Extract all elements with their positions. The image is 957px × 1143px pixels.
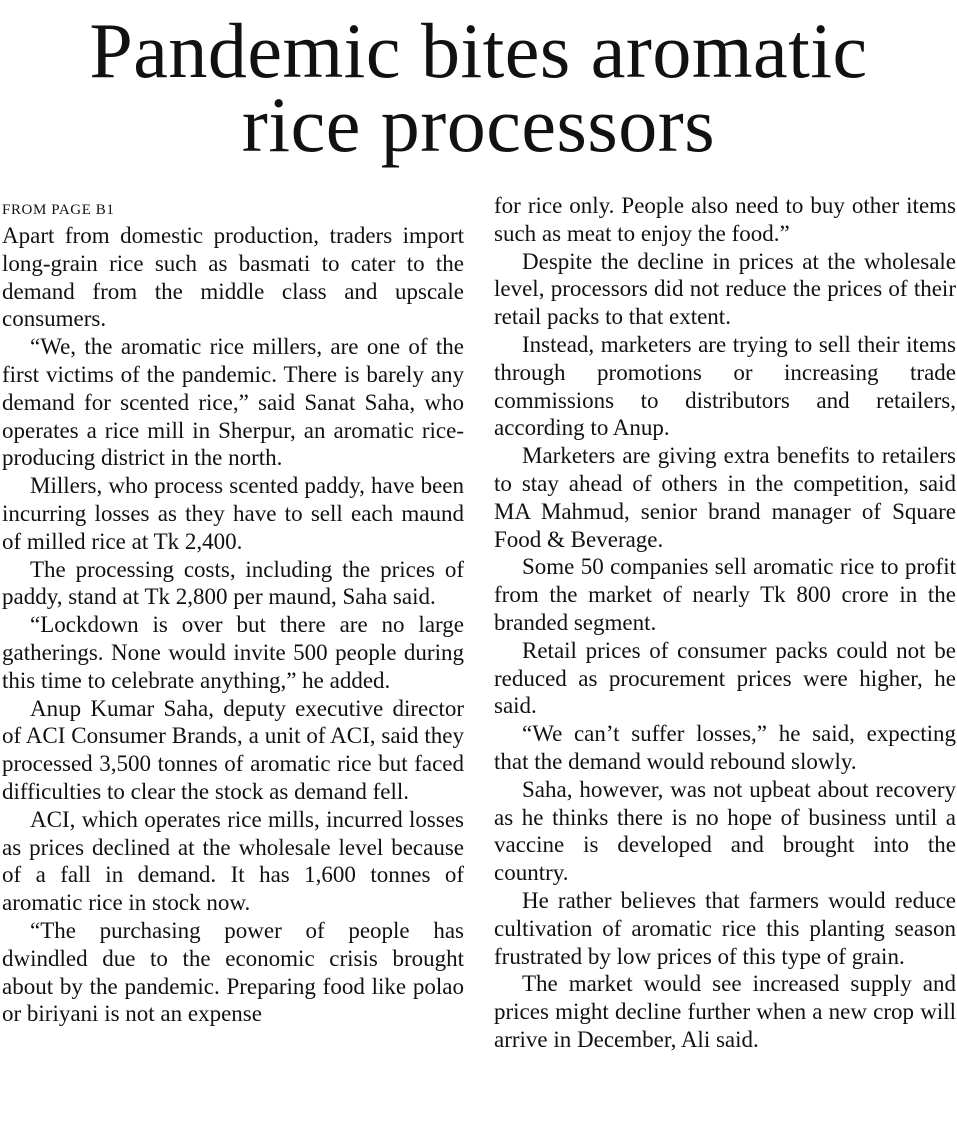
paragraph: “We, the aromatic rice millers, are one of the first victims of the pandemic. There is barely any demand for scented rice,” said Sanat Saha, who operates a rice mill in Sherpur, an aromatic rice-producing district in the north. [2, 334, 464, 471]
paragraph: Instead, marketers are trying to sell their items through promotions or increasing trade commissions to distributors and retailers, according to Anup. [494, 331, 956, 441]
jump-label: FROM PAGE B1 [2, 202, 115, 218]
paragraph: He rather believes that farmers would reduce cultivation of aromatic rice this planting season frustrated by low prices of this type of grain. [494, 887, 956, 969]
paragraph: “We can’t suffer losses,” he said, expecting that the demand would rebound slowly. [494, 721, 956, 774]
paragraph: The processing costs, including the prices of paddy, stand at Tk 2,800 per maund, Saha said. [2, 556, 464, 610]
article-body [2, 192, 956, 1138]
paragraph: Anup Kumar Saha, deputy executive director of ACI Consumer Brands, a unit of ACI, said they processed 3,500 tonnes of aromatic rice but faced difficulties to clear the stock as demand fell. [2, 695, 464, 804]
right-column [494, 192, 956, 1054]
paragraph: “The purchasing power of people has dwindled due to the economic crisis brought about by the pandemic. Preparing food like polao or biriyani is not an expense [2, 917, 464, 1027]
paragraph: ACI, which operates rice mills, incurred losses as prices declined at the wholesale level because of a fall in demand. It has 1,600 tonnes of aromatic rice in stock now. [2, 806, 464, 916]
headline-line-2: rice processors [241, 81, 716, 168]
paragraph: The market would see increased supply and prices might decline further when a new crop will arrive in December, Ali said. [494, 971, 956, 1052]
paragraph: Marketers are giving extra benefits to retailers to stay ahead of others in the competition, said MA Mahmud, senior brand manager of Square Food & Beverage. [494, 443, 956, 552]
left-column [2, 192, 464, 1028]
paragraph: Some 50 companies sell aromatic rice to profit from the market of nearly Tk 800 crore in the branded segment. [494, 554, 956, 635]
headline-line-1: Pandemic bites aromatic [89, 7, 868, 94]
paragraph-continued: for rice only. People also need to buy other items such as meat to enjoy the food.” [494, 193, 956, 246]
paragraph: Retail prices of consumer packs could not be reduced as procurement prices were higher, he said. [494, 637, 956, 719]
paragraph: Millers, who process scented paddy, have been incurring losses as they have to sell each maund of milled rice at Tk 2,400. [2, 473, 464, 554]
paragraph: Apart from domestic production, traders import long-grain rice such as basmati to cater to the demand from the middle class and upscale consumers. [2, 223, 464, 332]
paragraph: Despite the decline in prices at the wholesale level, processors did not reduce the prices of their retail packs to that extent. [494, 248, 956, 330]
paragraph: Saha, however, was not upbeat about recovery as he thinks there is no hope of business until a vaccine is developed and brought into the country. [494, 776, 956, 886]
paragraph: “Lockdown is over but there are no large gatherings. None would invite 500 people during this time to celebrate anything,” he added. [2, 612, 464, 693]
headline [0, 0, 957, 168]
